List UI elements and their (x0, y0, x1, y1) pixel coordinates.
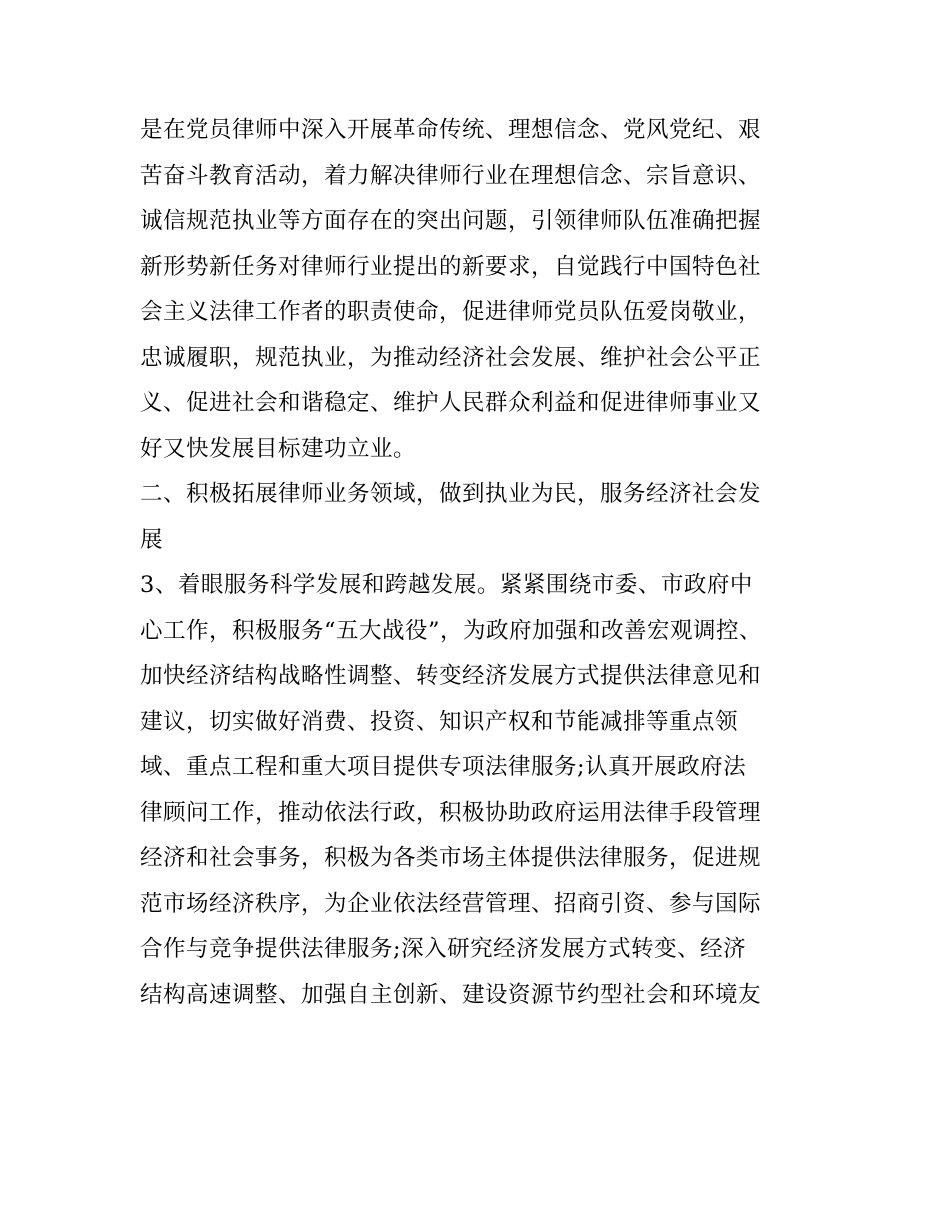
text-line: 加快经济结构战略性调整、转变经济发展方式提供法律意见和 (140, 663, 762, 689)
text-line: 结构高速调整、加强自主创新、建设资源节约型社会和环境友 (140, 981, 762, 1008)
text-line: 苦奋斗教育活动，着力解决律师行业在理想信念、宗旨意识、 (140, 162, 762, 189)
text-line: 忠诚履职，规范执业，为推动经济社会发展、维护社会公平正 (140, 344, 762, 371)
section-heading-line: 二、积极拓展律师业务领域，做到执业为民，服务经济社会发 (140, 481, 762, 507)
section-heading-line: 展 (140, 526, 164, 553)
text-line: 域、重点工程和重大项目提供专项法律服务;认真开展政府法 (140, 754, 747, 780)
text-line: 好又快发展目标建功立业。 (140, 435, 417, 462)
text-line: 3、着眼服务科学发展和跨越发展。紧紧围绕市委、市政府中 (140, 572, 753, 598)
text-line: 律顾问工作，推动依法行政，积极协助政府运用法律手段管理 (140, 799, 762, 826)
text-line: 新形势新任务对律师行业提出的新要求，自觉践行中国特色社 (140, 253, 762, 280)
text-line: 诚信规范执业等方面存在的突出问题，引领律师队伍准确把握 (140, 208, 762, 234)
text-line: 会主义法律工作者的职责使命，促进律师党员队伍爱岗敬业， (140, 299, 762, 325)
text-line: 经济和社会事务，积极为各类市场主体提供法律服务，促进规 (140, 845, 762, 871)
text-line: 义、促进社会和谐稳定、维护人民群众利益和促进律师事业又 (140, 390, 762, 416)
text-line: 范市场经济秩序，为企业依法经营管理、招商引资、参与国际 (140, 890, 762, 917)
text-line: 心工作，积极服务“五大战役”，为政府加强和改善宏观调控、 (140, 617, 763, 644)
text-line: 是在党员律师中深入开展革命传统、理想信念、党风党纪、艰 (140, 117, 762, 143)
text-line: 合作与竞争提供法律服务;深入研究经济发展方式转变、经济 (140, 936, 747, 962)
text-line: 建议，切实做好消费、投资、知识产权和节能减排等重点领 (140, 708, 739, 735)
document-body (140, 108, 820, 1018)
